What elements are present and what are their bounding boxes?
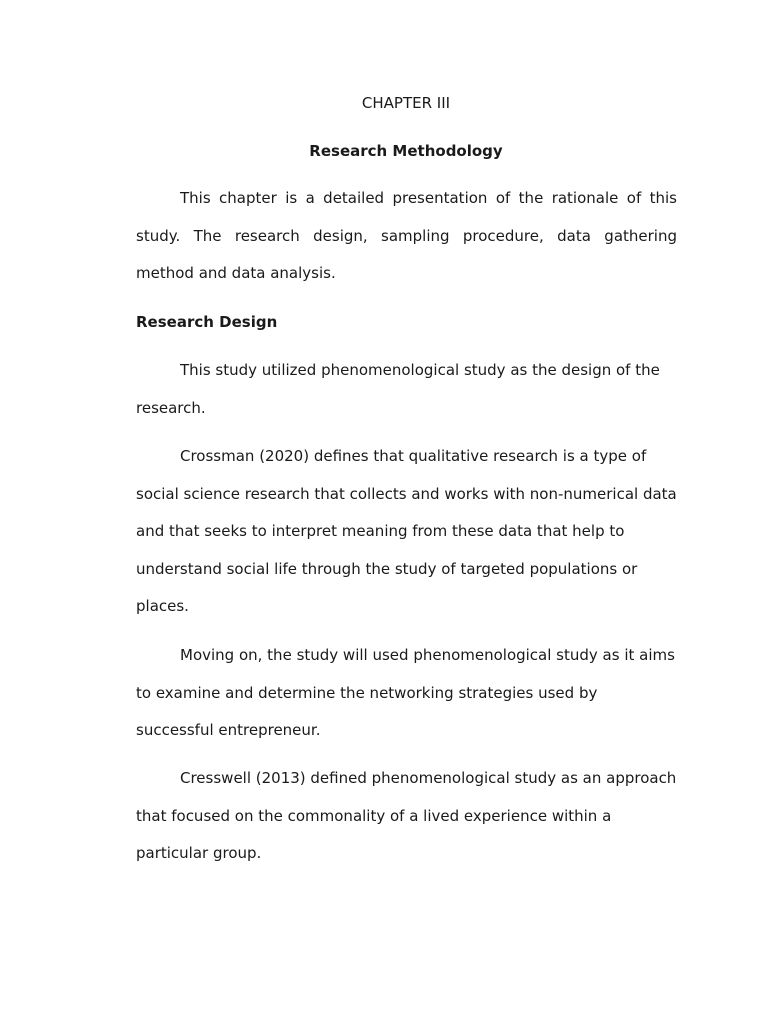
section-heading: Research Design [136,313,278,331]
chapter-heading: CHAPTER III [361,94,451,112]
body-paragraph: Cresswell (2013) defined phenomenological study as an approach that focused on the commonality of a lived experience within a particular group. [136,769,677,862]
body-paragraph: Moving on, the study will used phenomenological study as it aims to examine and determine the networking strategies used by successful entrepreneur. [136,646,675,739]
body-paragraph: This study utilized phenomenological study as the design of the research. [136,361,660,417]
body-paragraph: Crossman (2020) defines that qualitative research is a type of social science research that collects and works with non-numerical data and that seeks to interpret meaning from these data that help to understand social life through the study of targeted populations or places. [136,447,677,615]
intro-paragraph: This chapter is a detailed presentation of the rationale of this study. The research design, sampling procedure, data gathering method and data analysis. [136,189,677,282]
page-title: Research Methodology [309,142,503,160]
